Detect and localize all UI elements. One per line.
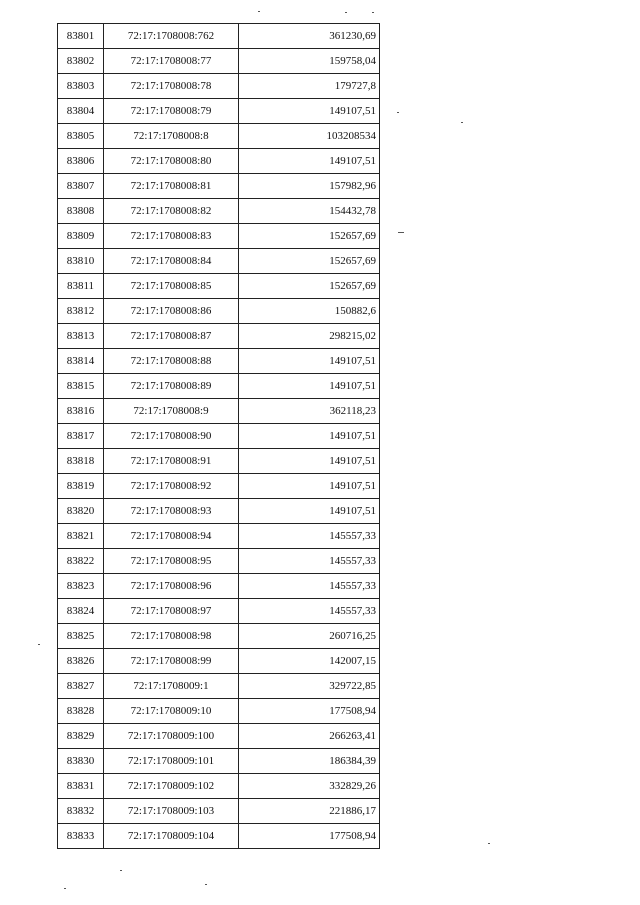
cadastral-number-cell: 72:17:1708008:9 [104, 399, 239, 424]
row-number-cell: 83833 [58, 824, 104, 849]
row-number-cell: 83805 [58, 124, 104, 149]
cadastral-number-cell: 72:17:1708009:103 [104, 799, 239, 824]
table-row [58, 349, 380, 374]
scan-speck [398, 232, 404, 233]
cadastral-number-cell: 72:17:1708009:100 [104, 724, 239, 749]
table-row [58, 724, 380, 749]
cadastral-value-cell: 152657,69 [239, 224, 380, 249]
row-number-cell: 83816 [58, 399, 104, 424]
cadastral-number-cell: 72:17:1708008:77 [104, 49, 239, 74]
cadastral-value-cell: 142007,15 [239, 649, 380, 674]
table-row [58, 799, 380, 824]
cadastral-value-cell: 149107,51 [239, 424, 380, 449]
cadastral-value-cell: 157982,96 [239, 174, 380, 199]
cadastral-number-cell: 72:17:1708008:8 [104, 124, 239, 149]
row-number-cell: 83827 [58, 674, 104, 699]
row-number-cell: 83803 [58, 74, 104, 99]
table-row [58, 49, 380, 74]
cadastral-number-cell: 72:17:1708009:10 [104, 699, 239, 724]
cadastral-number-cell: 72:17:1708009:102 [104, 774, 239, 799]
cadastral-number-cell: 72:17:1708008:762 [104, 24, 239, 49]
scan-speck [38, 644, 40, 645]
row-number-cell: 83824 [58, 599, 104, 624]
row-number-cell: 83831 [58, 774, 104, 799]
row-number-cell: 83826 [58, 649, 104, 674]
table-row [58, 574, 380, 599]
table-row [58, 599, 380, 624]
row-number-cell: 83804 [58, 99, 104, 124]
cadastral-value-cell: 159758,04 [239, 49, 380, 74]
cadastral-value-cell: 260716,25 [239, 624, 380, 649]
scan-speck [372, 12, 374, 13]
scan-speck [205, 884, 207, 885]
table-row [58, 224, 380, 249]
cadastral-value-cell: 145557,33 [239, 574, 380, 599]
cadastral-value-cell: 186384,39 [239, 749, 380, 774]
cadastral-value-cell: 177508,94 [239, 824, 380, 849]
table-row [58, 24, 380, 49]
row-number-cell: 83825 [58, 624, 104, 649]
cadastral-value-cell: 177508,94 [239, 699, 380, 724]
scan-speck [345, 12, 347, 13]
row-number-cell: 83817 [58, 424, 104, 449]
cadastral-value-cell: 152657,69 [239, 249, 380, 274]
cadastral-number-cell: 72:17:1708008:93 [104, 499, 239, 524]
cadastral-number-cell: 72:17:1708009:104 [104, 824, 239, 849]
row-number-cell: 83810 [58, 249, 104, 274]
row-number-cell: 83808 [58, 199, 104, 224]
cadastral-value-cell: 152657,69 [239, 274, 380, 299]
row-number-cell: 83814 [58, 349, 104, 374]
row-number-cell: 83818 [58, 449, 104, 474]
cadastral-value-cell: 332829,26 [239, 774, 380, 799]
cadastral-number-cell: 72:17:1708009:101 [104, 749, 239, 774]
cadastral-number-cell: 72:17:1708008:98 [104, 624, 239, 649]
cadastral-number-cell: 72:17:1708008:82 [104, 199, 239, 224]
table-row [58, 674, 380, 699]
cadastral-number-cell: 72:17:1708008:89 [104, 374, 239, 399]
row-number-cell: 83801 [58, 24, 104, 49]
table-row [58, 699, 380, 724]
cadastral-number-cell: 72:17:1708008:96 [104, 574, 239, 599]
cadastral-number-cell: 72:17:1708008:90 [104, 424, 239, 449]
table-row [58, 749, 380, 774]
table-row [58, 774, 380, 799]
scan-speck [258, 11, 260, 12]
cadastral-number-cell: 72:17:1708008:85 [104, 274, 239, 299]
table-row [58, 624, 380, 649]
table-row [58, 374, 380, 399]
row-number-cell: 83806 [58, 149, 104, 174]
cadastral-value-cell: 149107,51 [239, 449, 380, 474]
cadastral-value-cell: 329722,85 [239, 674, 380, 699]
row-number-cell: 83828 [58, 699, 104, 724]
cadastral-value-cell: 145557,33 [239, 524, 380, 549]
cadastral-value-cell: 298215,02 [239, 324, 380, 349]
table-row [58, 824, 380, 849]
cadastral-number-cell: 72:17:1708008:87 [104, 324, 239, 349]
scan-speck [488, 843, 490, 844]
cadastral-number-cell: 72:17:1708008:95 [104, 549, 239, 574]
table-row [58, 199, 380, 224]
cadastral-number-cell: 72:17:1708008:86 [104, 299, 239, 324]
row-number-cell: 83821 [58, 524, 104, 549]
cadastral-value-cell: 149107,51 [239, 99, 380, 124]
table-row [58, 249, 380, 274]
scan-speck [461, 122, 463, 123]
row-number-cell: 83819 [58, 474, 104, 499]
cadastral-value-cell: 149107,51 [239, 374, 380, 399]
scan-speck [397, 112, 399, 113]
table-row [58, 124, 380, 149]
cadastral-value-cell: 150882,6 [239, 299, 380, 324]
row-number-cell: 83813 [58, 324, 104, 349]
table-row [58, 449, 380, 474]
cadastral-number-cell: 72:17:1708008:81 [104, 174, 239, 199]
cadastral-value-table [57, 23, 380, 849]
cadastral-number-cell: 72:17:1708008:79 [104, 99, 239, 124]
table-row [58, 99, 380, 124]
row-number-cell: 83802 [58, 49, 104, 74]
cadastral-value-cell: 362118,23 [239, 399, 380, 424]
table-row [58, 174, 380, 199]
row-number-cell: 83829 [58, 724, 104, 749]
row-number-cell: 83832 [58, 799, 104, 824]
cadastral-value-cell: 361230,69 [239, 24, 380, 49]
table-row [58, 324, 380, 349]
table-body [58, 24, 380, 849]
cadastral-value-cell: 154432,78 [239, 199, 380, 224]
cadastral-value-cell: 149107,51 [239, 149, 380, 174]
scan-speck [64, 888, 66, 889]
cadastral-number-cell: 72:17:1708008:84 [104, 249, 239, 274]
table-row [58, 274, 380, 299]
cadastral-value-cell: 103208534 [239, 124, 380, 149]
table-row [58, 74, 380, 99]
cadastral-value-cell: 145557,33 [239, 599, 380, 624]
cadastral-number-cell: 72:17:1708008:99 [104, 649, 239, 674]
row-number-cell: 83820 [58, 499, 104, 524]
row-number-cell: 83815 [58, 374, 104, 399]
row-number-cell: 83809 [58, 224, 104, 249]
table-row [58, 499, 380, 524]
table-row [58, 549, 380, 574]
table-row [58, 649, 380, 674]
cadastral-number-cell: 72:17:1708008:78 [104, 74, 239, 99]
table-row [58, 474, 380, 499]
cadastral-value-cell: 145557,33 [239, 549, 380, 574]
row-number-cell: 83830 [58, 749, 104, 774]
cadastral-number-cell: 72:17:1708008:97 [104, 599, 239, 624]
row-number-cell: 83807 [58, 174, 104, 199]
cadastral-number-cell: 72:17:1708008:88 [104, 349, 239, 374]
table-row [58, 149, 380, 174]
cadastral-number-cell: 72:17:1708008:91 [104, 449, 239, 474]
cadastral-value-cell: 149107,51 [239, 349, 380, 374]
scan-speck [120, 870, 122, 871]
row-number-cell: 83822 [58, 549, 104, 574]
cadastral-number-cell: 72:17:1708008:92 [104, 474, 239, 499]
cadastral-value-cell: 149107,51 [239, 474, 380, 499]
table-row [58, 524, 380, 549]
cadastral-value-cell: 221886,17 [239, 799, 380, 824]
cadastral-number-cell: 72:17:1708008:83 [104, 224, 239, 249]
cadastral-value-cell: 179727,8 [239, 74, 380, 99]
table-row [58, 399, 380, 424]
cadastral-number-cell: 72:17:1708008:94 [104, 524, 239, 549]
cadastral-number-cell: 72:17:1708009:1 [104, 674, 239, 699]
table-row [58, 299, 380, 324]
cadastral-value-cell: 266263,41 [239, 724, 380, 749]
cadastral-number-cell: 72:17:1708008:80 [104, 149, 239, 174]
row-number-cell: 83811 [58, 274, 104, 299]
row-number-cell: 83823 [58, 574, 104, 599]
row-number-cell: 83812 [58, 299, 104, 324]
cadastral-value-cell: 149107,51 [239, 499, 380, 524]
table-row [58, 424, 380, 449]
